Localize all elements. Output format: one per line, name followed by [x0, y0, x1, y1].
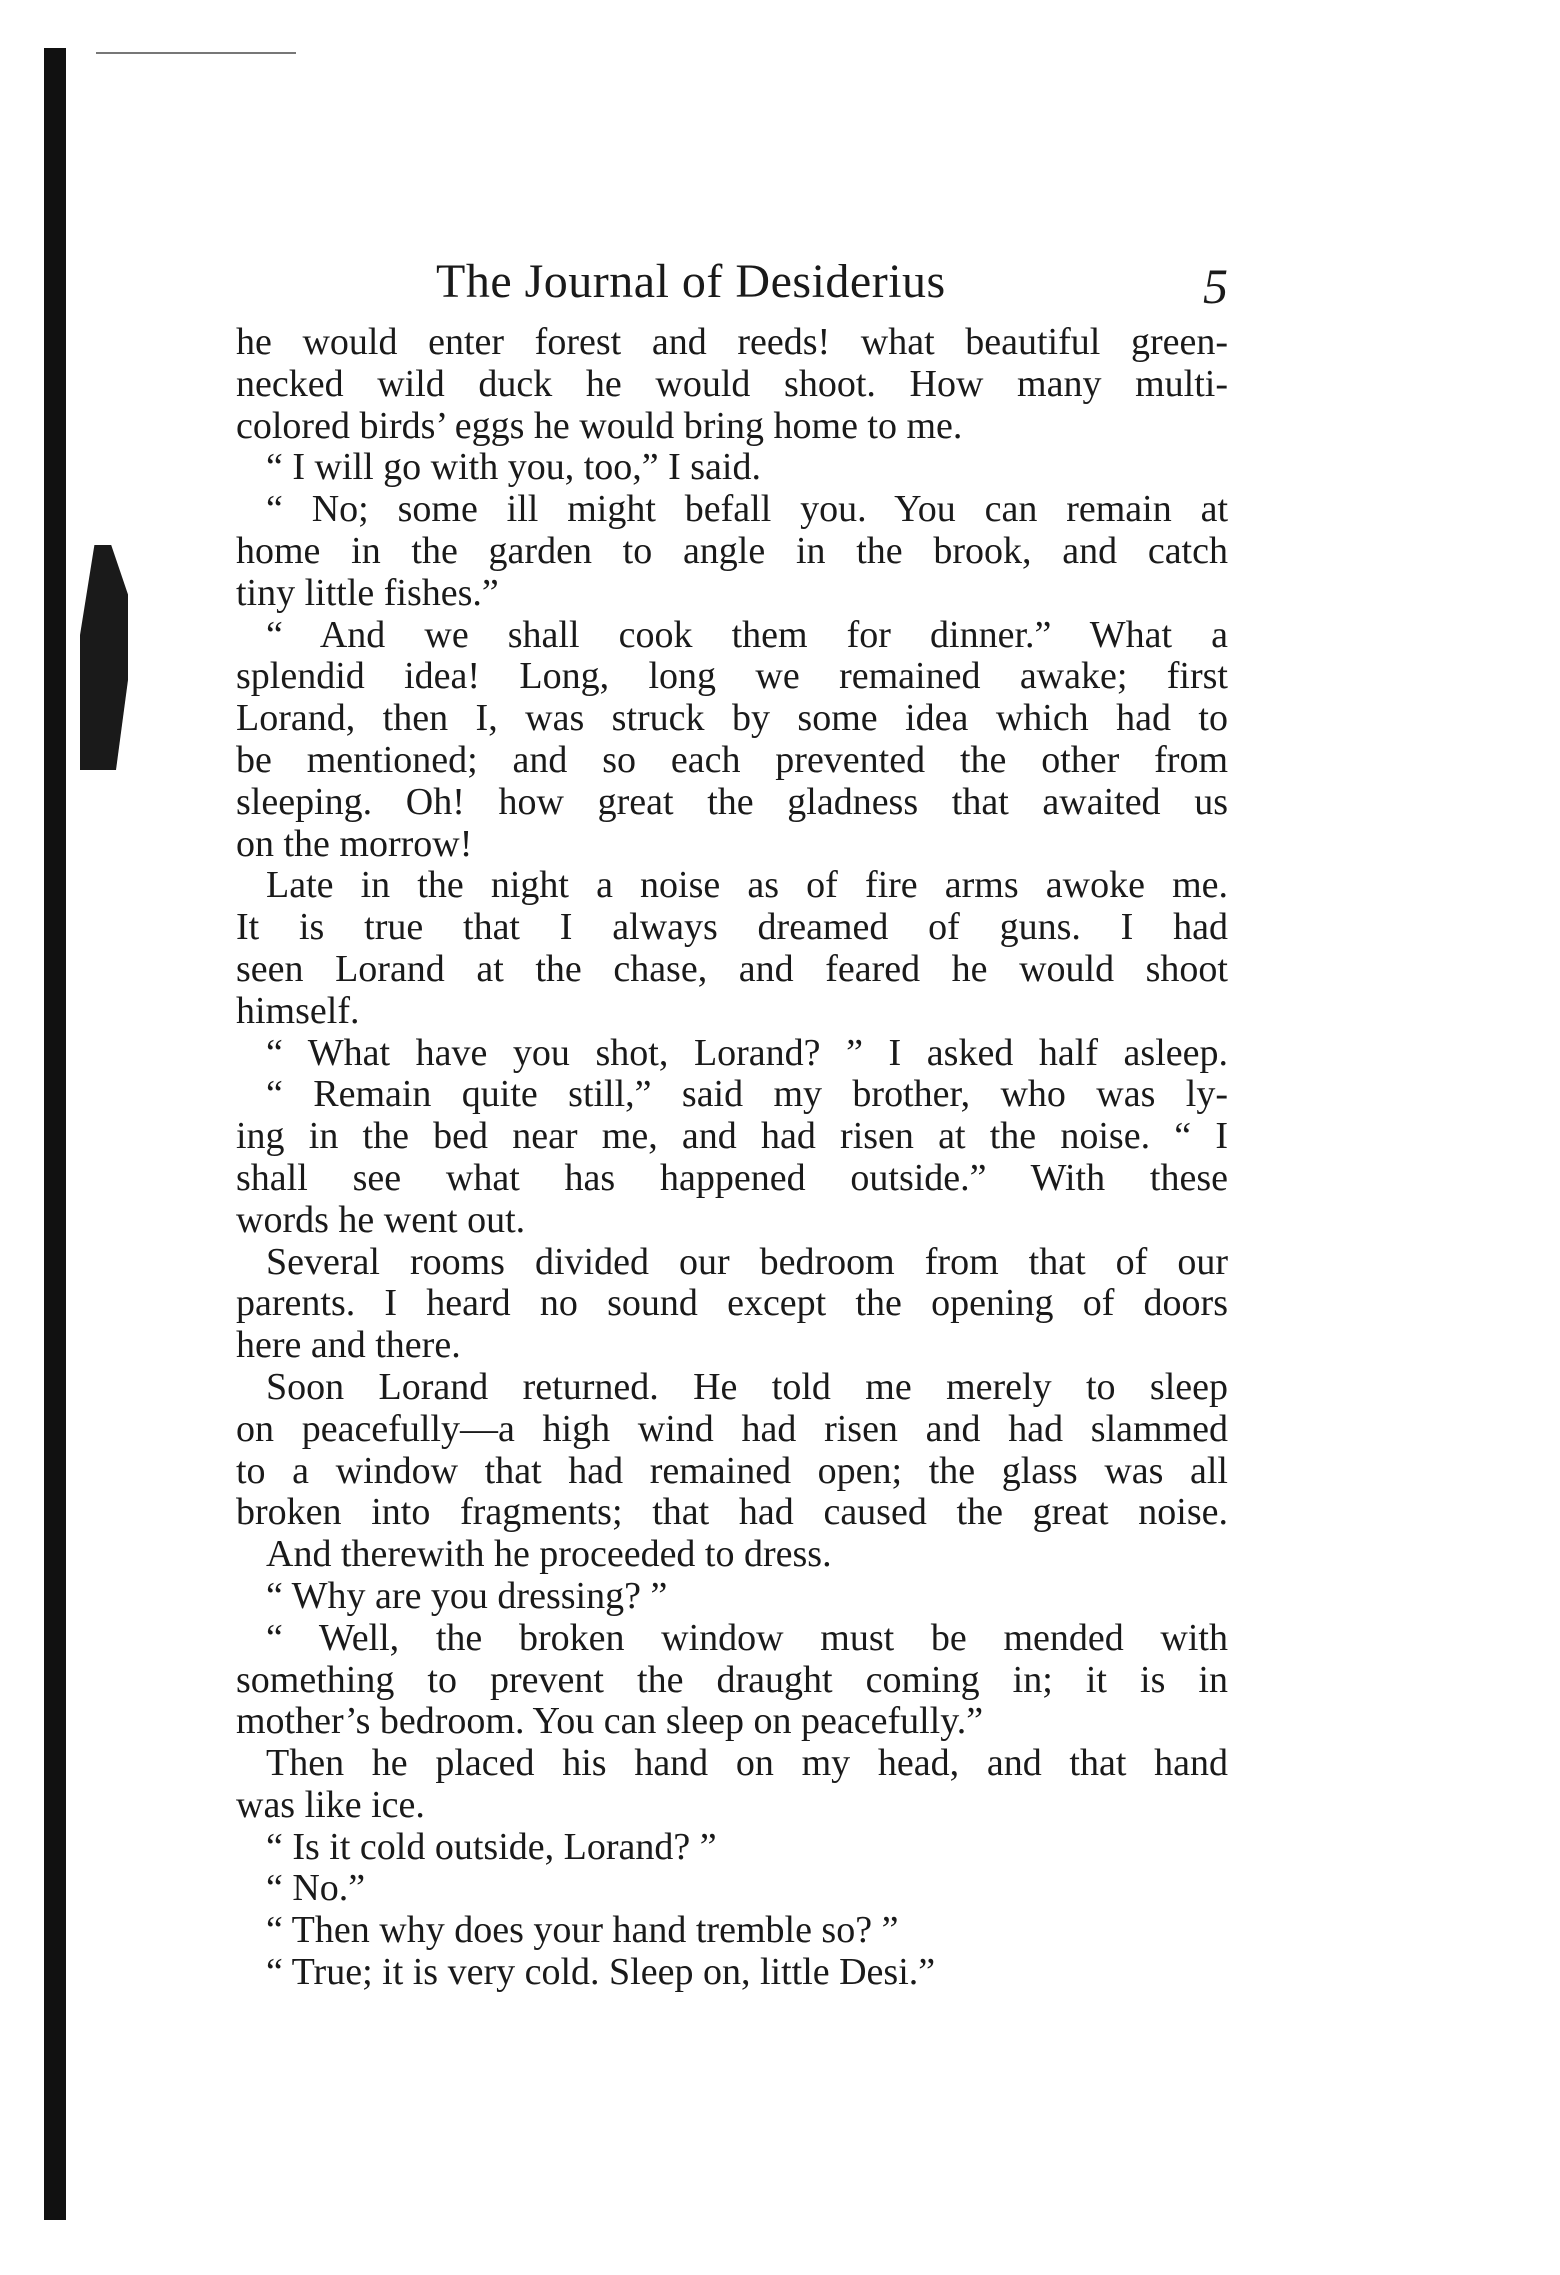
text-line: mother’s bedroom. You can sleep on peacefully.”: [236, 1701, 984, 1743]
text-line: be mentioned; and so each prevented the other from: [236, 739, 1228, 781]
text-line: shall see what has happened outside.” With these: [236, 1157, 1228, 1199]
running-title: The Journal of Desiderius: [436, 255, 946, 308]
scan-edge-artifact: [80, 545, 128, 770]
text-line: Soon Lorand returned. He told me merely to sleep: [266, 1366, 1228, 1408]
scan-spine-shadow: [44, 48, 66, 2220]
text-line: he would enter forest and reeds! what beautiful green-: [236, 322, 1228, 363]
text-line: to a window that had remained open; the glass was all: [236, 1450, 1228, 1492]
text-line: on peacefully—a high wind had risen and had slammed: [236, 1408, 1228, 1450]
text-line: broken into fragments; that had caused the great noise.: [236, 1492, 1228, 1534]
text-line: “ No.”: [266, 1868, 366, 1910]
text-line: “ I will go with you, too,” I said.: [266, 447, 761, 489]
text-line: “ Remain quite still,” said my brother, who was ly-: [266, 1074, 1228, 1116]
running-header: [236, 250, 1228, 314]
text-line: Late in the night a noise as of fire arms awoke me.: [266, 865, 1228, 907]
text-line: “ No; some ill might befall you. You can remain at: [266, 489, 1228, 531]
text-line: necked wild duck he would shoot. How many multi-: [236, 363, 1228, 405]
text-line: seen Lorand at the chase, and feared he would shoot: [236, 948, 1228, 990]
text-line: was like ice.: [236, 1784, 425, 1826]
text-line: “ Is it cold outside, Lorand? ”: [266, 1826, 717, 1868]
text-line: sleeping. Oh! how great the gladness that awaited us: [236, 781, 1228, 823]
text-line: colored birds’ eggs he would bring home to me.: [236, 405, 963, 447]
text-line: something to prevent the draught coming in; it is in: [236, 1659, 1228, 1701]
text-line: “ Then why does your hand tremble so? ”: [266, 1910, 899, 1952]
text-line: “ Well, the broken window must be mended with: [266, 1617, 1228, 1659]
text-line: splendid idea! Long, long we remained awake; first: [236, 656, 1228, 698]
text-line: ing in the bed near me, and had risen at the noise. “ I: [236, 1116, 1228, 1158]
text-line: himself.: [236, 990, 360, 1032]
text-line: Several rooms divided our bedroom from that of our: [266, 1241, 1228, 1283]
text-line: “ Why are you dressing? ”: [266, 1575, 668, 1617]
body-text: [236, 322, 1228, 1994]
text-line: words he went out.: [236, 1199, 526, 1241]
text-line: “ True; it is very cold. Sleep on, little Desi.”: [266, 1952, 936, 1994]
scan-top-rule: [96, 52, 296, 54]
text-line: It is true that I always dreamed of guns. I had: [236, 907, 1228, 949]
text-line: here and there.: [236, 1325, 461, 1367]
text-line: on the morrow!: [236, 823, 473, 865]
text-line: “ And we shall cook them for dinner.” What a: [266, 614, 1228, 656]
text-line: parents. I heard no sound except the opening of doors: [236, 1283, 1228, 1325]
text-line: “ What have you shot, Lorand? ” I asked half asleep.: [266, 1032, 1228, 1074]
text-line: And therewith he proceeded to dress.: [266, 1534, 832, 1576]
text-line: home in the garden to angle in the brook, and catch: [236, 530, 1228, 572]
text-line: Then he placed his hand on my head, and that hand: [266, 1743, 1228, 1785]
text-line: Lorand, then I, was struck by some idea which had to: [236, 698, 1228, 740]
page-number: 5: [1203, 258, 1228, 314]
text-line: tiny little fishes.”: [236, 572, 499, 614]
